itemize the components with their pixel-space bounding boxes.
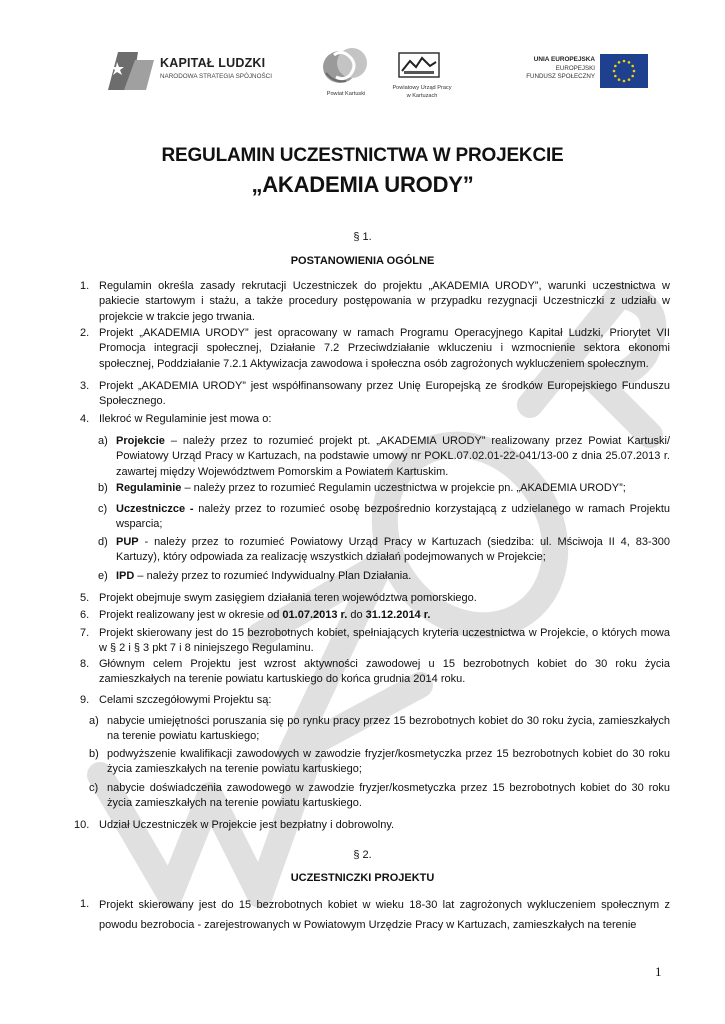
section2-number: § 2. [353, 849, 372, 861]
eu-star-icon [623, 60, 626, 63]
eu-star-icon [633, 70, 636, 73]
section1-heading: POSTANOWIENIA OGÓLNE [290, 255, 435, 267]
eu-star-icon [618, 78, 621, 81]
eu-star-icon [623, 80, 626, 83]
definition-term: Uczestniczce - [116, 503, 194, 515]
definition-text: - należy przez to rozumieć Powiatowy Urząd Pracy w Kartuzach (siedziba: ul. Mściwoja II 4, 83-300 Kartuzy), który odpowiada za realizację wszystkich działań podejmowanych w Projekcie; [116, 536, 670, 564]
item-number: 5. [80, 592, 90, 604]
eu-star-icon [618, 61, 621, 64]
document-title-line1: REGULAMIN UCZESTNICTWA W PROJEKCIE [161, 145, 564, 166]
kapital-ludzki-subtitle: NARODOWA STRATEGIA SPÓJNOŚCI [160, 73, 272, 80]
definition-item [116, 569, 670, 584]
definition-item [116, 434, 670, 480]
section2-heading: UCZESTNICZKI PROJEKTU [290, 872, 435, 884]
eu-star-icon [631, 65, 634, 68]
definition-term: PUP [116, 536, 139, 548]
item-number: 7. [80, 627, 90, 639]
goal-item: nabycie umiejętności poruszania się po rynku pracy przez 15 bezrobotnych kobiet do 30 roku życia, zamieszkałych na terenie powiatu kartuskiego; [107, 715, 670, 743]
goal-item: nabycie doświadczenia zawodowego w zawodzie fryzjer/kosmetyczka przez 15 bezrobotnych kobiet do 30 roku życia zamieszkałych na terenie powiatu kartuskiego. [107, 782, 670, 810]
date-from: 01.07.2013 r. [282, 609, 348, 621]
eu-line1: UNIA EUROPEJSKA [533, 56, 595, 63]
document-title-line2: „AKADEMIA URODY” [251, 172, 474, 197]
item-text: do [347, 609, 366, 621]
date-to: 31.12.2014 r. [365, 609, 431, 621]
pup-label-line1: Powiatowy Urząd Pracy [392, 85, 452, 91]
eu-star-icon [614, 65, 617, 68]
item-number: 1. [80, 280, 90, 292]
eu-star-icon [628, 61, 631, 64]
kapital-ludzki-title: KAPITAŁ LUDZKI [160, 56, 266, 70]
powiat-kartuski-logo [318, 45, 374, 105]
definition-letter: e) [98, 570, 108, 582]
item-number: 2. [80, 327, 90, 339]
definition-item [116, 481, 670, 496]
list-item: Projekt skierowany jest do 15 bezrobotnych kobiet, spełniających kryteria uczestnictwa w Projekcie, o których mowa w § 2 i § 3 pkt 7 i 8 niniejszego Regulaminu. [99, 627, 670, 655]
list-item: Głównym celem Projektu jest wzrost aktywności zawodowej u 15 bezrobotnych kobiet do 30 roku życia zamieszkałych na terenie powiatu kartuskiego do końca grudnia 2014 roku. [99, 658, 670, 686]
definition-letter: a) [98, 435, 108, 447]
item-number: 3. [80, 380, 90, 392]
eu-line2: EUROPEJSKI [555, 64, 595, 72]
definition-letter: b) [98, 482, 108, 494]
logo-header [0, 0, 725, 115]
eu-logo [520, 53, 650, 91]
eu-star-icon [613, 70, 616, 73]
item-number: 8. [80, 658, 90, 670]
goal-item: podwyższenie kwalifikacji zawodowych w zawodzie fryzjer/kosmetyczka przez 15 bezrobotnych kobiet do 30 roku życia zamieszkałych na terenie powiatu kartuskiego; [107, 748, 670, 776]
goal-letter: b) [89, 748, 99, 760]
section1-number: § 1. [353, 231, 372, 243]
item-number: 4. [80, 413, 90, 425]
page-number: 1 [655, 964, 662, 979]
list-item: Projekt „AKADEMIA URODY” jest opracowany w ramach Programu Operacyjnego Kapitał Ludzki, Priorytet VII Promocja integracji społecznej, Działanie 7.2 Przeciwdziałanie wkluczeniu i wzmocnienie sektora ekonomi społecznej, Poddziałanie 7.2.1 Aktywizacja zawodowa i społeczna osób zagrożonych wykluczeniem społecznym. [99, 327, 670, 370]
powiat-kartuski-label: Powiat Kartuski [326, 91, 366, 97]
kapital-ludzki-mark-icon [108, 50, 154, 90]
kapital-ludzki-logo [108, 50, 272, 94]
definition-item [116, 535, 670, 566]
definition-text: – należy przez to rozumieć Regulamin uczestnictwa w projekcie pn. „AKADEMIA URODY”; [181, 482, 626, 494]
list-item: Projekt skierowany jest do 15 bezrobotnych kobiet w wieku 18-30 lat zagrożonych wykluczeniem społecznym z powodu bezrobocia - zarejestrowanych w Powiatowym Urzędzie Pracy w Kartuzach, zamieszkałych na terenie [99, 899, 670, 931]
definition-term: Regulaminie [116, 482, 182, 494]
pup-logo [390, 52, 454, 106]
definition-text: – należy przez to rozumieć Indywidualny Plan Działania. [134, 570, 412, 582]
list-item: Celami szczegółowymi Projektu są: [99, 694, 272, 706]
eu-text-block [520, 56, 595, 82]
pup-emblem-icon [398, 52, 440, 78]
definition-letter: d) [98, 536, 108, 548]
list-item: Regulamin określa zasady rekrutacji Uczestniczek do projektu „AKADEMIA URODY”, warunki uczestnictwa w pakiecie startowym i stażu, a także procedury postępowania w przypadku rezygnacji Uczestniczki z udziału w projekcie w trakcie jego trwania. [99, 280, 670, 323]
eu-star-icon [631, 75, 634, 78]
definition-text: – należy przez to rozumieć projekt pt. „AKADEMIA URODY” realizowany przez Powiat Kartuski/ Powiatowy Urząd Pracy w Kartuzach, na podstawie umowy nr POKL.07.02.01-22-041/13-00 z dnia 25.07.2013 r. zawartej między Województwem Pomorskim a Powiatem Kartuskim. [116, 435, 670, 478]
definition-term: IPD [116, 570, 135, 582]
pup-label-line2: w Kartuzach [406, 93, 438, 99]
item-number: 10. [74, 819, 90, 831]
definition-letter: c) [98, 503, 108, 515]
definition-text: należy przez to rozumieć osobę bezpośrednio korzystającą z udzielanego w ramach Projektu wsparcia; [116, 503, 671, 531]
eu-star-icon [614, 75, 617, 78]
goal-letter: c) [89, 782, 99, 794]
eu-line3: FUNDUSZ SPOŁECZNY [526, 73, 595, 80]
list-item [99, 608, 670, 623]
list-item: Projekt obejmuje swym zasięgiem działania teren województwa pomorskiego. [99, 592, 477, 604]
eu-flag-icon [600, 54, 648, 88]
definition-term: Projekcie [116, 435, 165, 447]
list-item: Udział Uczestniczek w Projekcie jest bezpłatny i dobrowolny. [99, 819, 395, 831]
list-item: Ilekroć w Regulaminie jest mowa o: [99, 413, 272, 425]
item-number: 9. [80, 694, 90, 706]
eu-star-icon [628, 78, 631, 81]
item-text: Projekt realizowany jest w okresie od [99, 609, 283, 621]
list-item: Projekt „AKADEMIA URODY” jest współfinansowany przez Unię Europejską ze środków Europejskiego Funduszu Społecznego. [99, 380, 670, 408]
powiat-kartuski-emblem-icon [320, 45, 370, 87]
definition-item [116, 502, 670, 533]
item-number: 1. [80, 898, 90, 910]
item-number: 6. [80, 609, 90, 621]
goal-letter: a) [89, 715, 99, 727]
